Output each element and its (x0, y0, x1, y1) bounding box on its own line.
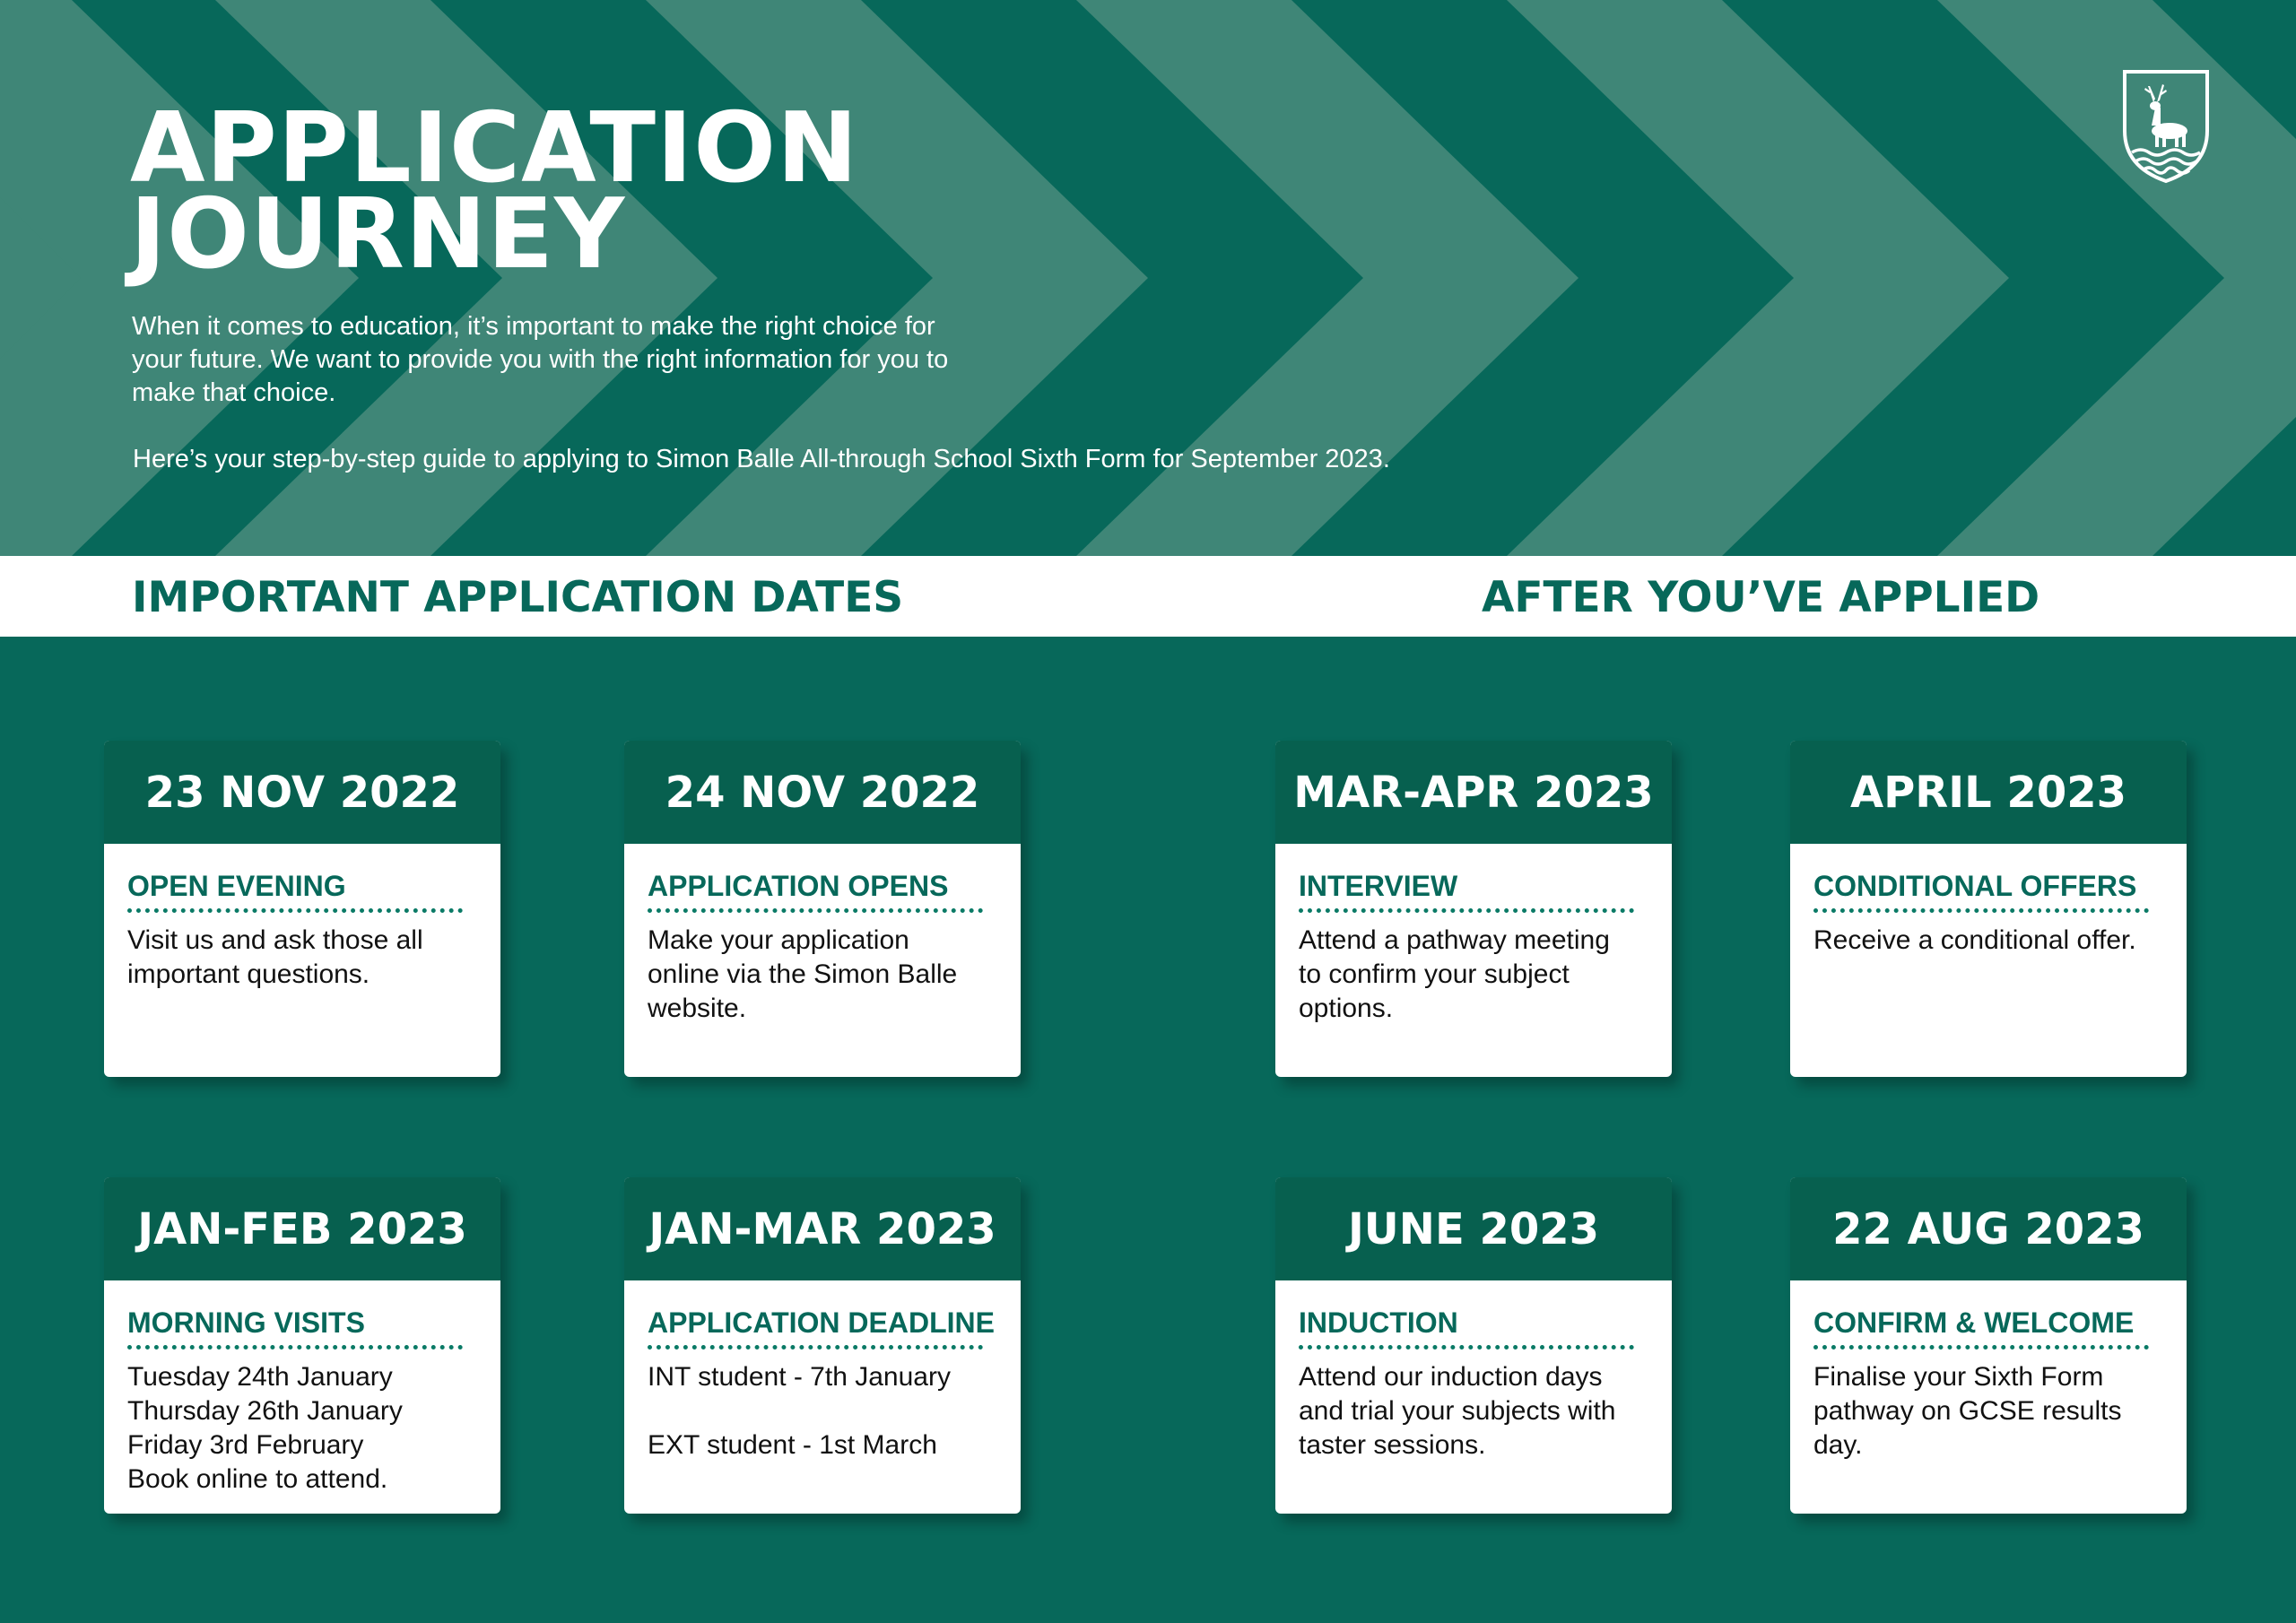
after-applied-heading: AFTER YOU’VE APPLIED (1482, 573, 2040, 622)
card-body-line: Attend a pathway meeting (1299, 925, 1610, 955)
card-body-line: Make your application (648, 925, 909, 955)
card-body-line: pathway on GCSE results (1813, 1396, 2122, 1426)
card-title: OPEN EVENING (127, 871, 463, 913)
card-body (127, 924, 477, 992)
page-title (130, 92, 859, 291)
card-body-line: website. (648, 994, 747, 1023)
card-interview (1275, 741, 1672, 1077)
title-line-1: APPLICATION (130, 92, 859, 204)
card-date: APRIL 2023 (1790, 741, 2187, 844)
card-body (648, 924, 997, 1026)
card-body-line: online via the Simon Balle (648, 959, 958, 989)
important-dates-heading: IMPORTANT APPLICATION DATES (132, 573, 904, 622)
card-body-line: Friday 3rd February (127, 1430, 364, 1460)
title-line-2: JOURNEY (130, 178, 626, 291)
card-application-deadline (624, 1177, 1021, 1514)
guide-paragraph: Here’s your step-by-step guide to applying to Simon Balle All-through School Sixth Form for September 2023. (133, 445, 1390, 473)
card-body (1813, 924, 2163, 958)
card-date: 24 NOV 2022 (624, 741, 1021, 844)
card-body-line: options. (1299, 994, 1394, 1023)
card-title: INDUCTION (1299, 1307, 1634, 1350)
card-body (1299, 1360, 1648, 1462)
intro-paragraph: When it comes to education, it’s important to make the right choice for your future. We want to provide you with the right information for you to make that choice. (132, 312, 949, 407)
card-title: INTERVIEW (1299, 871, 1634, 913)
card-body-line: Finalise your Sixth Form (1813, 1362, 2104, 1392)
card-body-line: taster sessions. (1299, 1430, 1486, 1460)
card-title: CONFIRM & WELCOME (1813, 1307, 2149, 1350)
card-body-line: Receive a conditional offer. (1813, 925, 2136, 955)
card-date: JUNE 2023 (1275, 1177, 1672, 1280)
stag-crest-icon (2119, 68, 2213, 185)
card-morning-visits (104, 1177, 500, 1514)
card-body (127, 1360, 477, 1497)
card-title: MORNING VISITS (127, 1307, 463, 1350)
section-headings-band (0, 556, 2296, 637)
card-body-line: INT student - 7th January (648, 1362, 951, 1392)
card-body-line: Visit us and ask those all (127, 925, 423, 955)
card-confirm-welcome (1790, 1177, 2187, 1514)
card-body-spacer (648, 1394, 997, 1428)
card-body-line: Attend our induction days (1299, 1362, 1603, 1392)
card-body (1813, 1360, 2163, 1462)
card-title: APPLICATION DEADLINE (648, 1307, 983, 1350)
card-body (648, 1360, 997, 1462)
card-body-line: important questions. (127, 959, 370, 989)
card-body-line: Book online to attend. (127, 1464, 388, 1494)
card-body (1299, 924, 1648, 1026)
card-body-line: and trial your subjects with (1299, 1396, 1616, 1426)
card-application-opens (624, 741, 1021, 1077)
hero-banner (0, 0, 2296, 556)
card-induction (1275, 1177, 1672, 1514)
card-body-line: to confirm your subject (1299, 959, 1570, 989)
card-body-line: Thursday 26th January (127, 1396, 403, 1426)
card-conditional-offers (1790, 741, 2187, 1077)
card-body-line: EXT student - 1st March (648, 1430, 937, 1460)
card-date: 23 NOV 2022 (104, 741, 500, 844)
card-date: MAR-APR 2023 (1275, 741, 1672, 844)
card-date: 22 AUG 2023 (1790, 1177, 2187, 1280)
card-date: JAN-MAR 2023 (624, 1177, 1021, 1280)
card-body-line: Tuesday 24th January (127, 1362, 393, 1392)
card-date: JAN-FEB 2023 (104, 1177, 500, 1280)
card-body-line: day. (1813, 1430, 1863, 1460)
card-title: APPLICATION OPENS (648, 871, 983, 913)
card-open-evening (104, 741, 500, 1077)
card-title: CONDITIONAL OFFERS (1813, 871, 2149, 913)
